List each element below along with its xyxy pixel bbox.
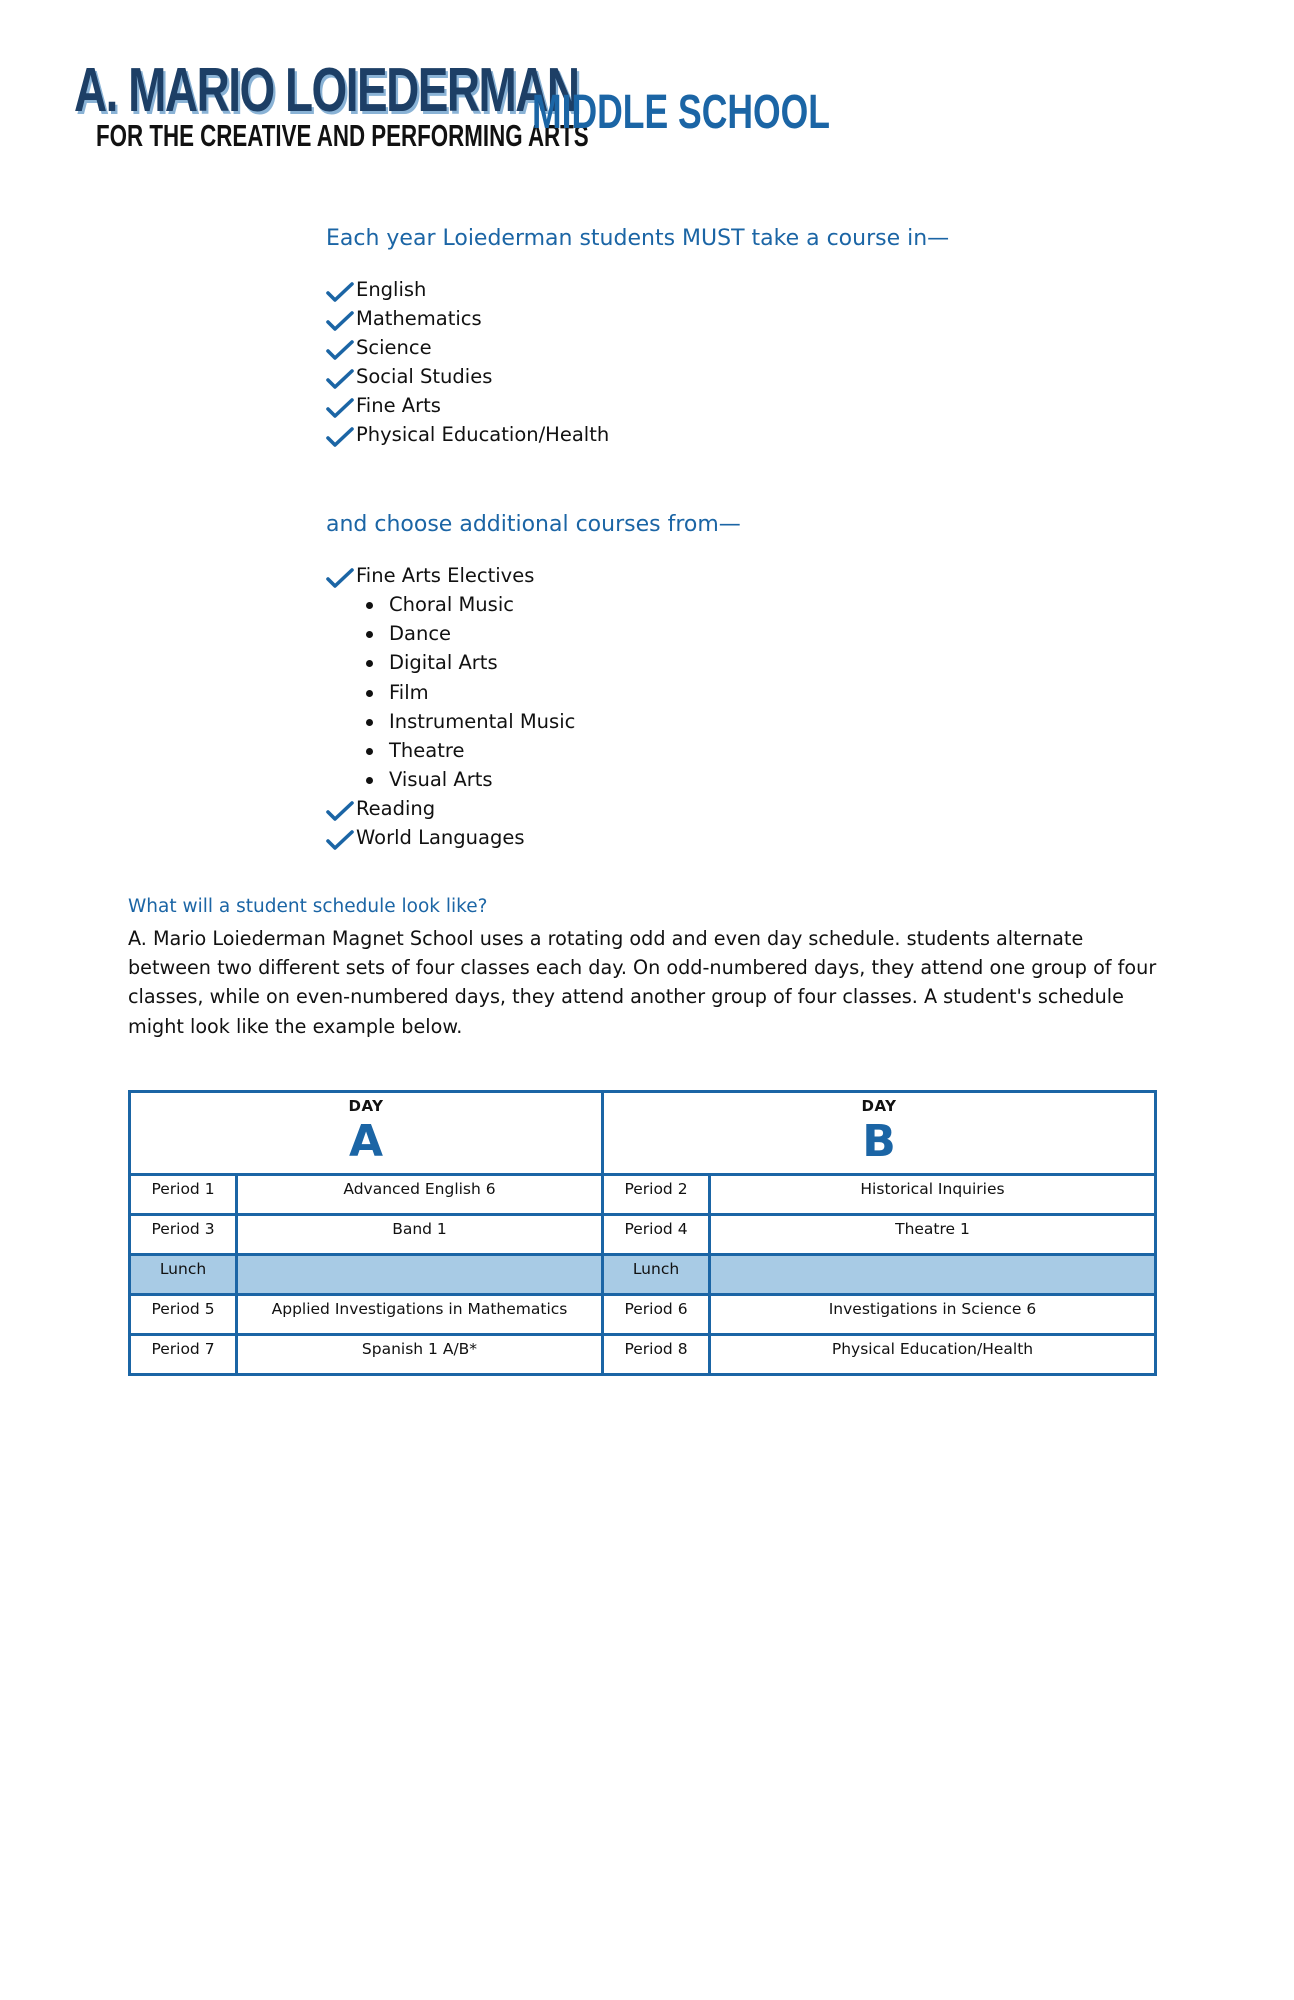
list-item-label: Instrumental Music	[389, 709, 576, 733]
check-icon	[326, 829, 354, 851]
school-name: A. MARIO LOIEDERMAN	[74, 56, 579, 125]
bullet-icon	[366, 631, 373, 638]
schedule-cell-a-period: Period 5	[130, 1295, 237, 1335]
day-a-letter: A	[348, 1116, 384, 1167]
list-item	[326, 391, 1126, 420]
schedule-cell-a-course: Advanced English 6	[237, 1175, 603, 1215]
fine-arts-electives-label: Fine Arts Electives	[356, 564, 535, 587]
schedule-cell-b-period: Period 8	[603, 1335, 710, 1375]
check-icon	[326, 339, 354, 361]
bullet-icon	[366, 660, 373, 667]
bullet-icon	[366, 602, 373, 609]
schedule-cell-b-course: Investigations in Science 6	[710, 1295, 1156, 1335]
table-row	[130, 1335, 1156, 1375]
list-item	[389, 678, 1126, 707]
list-item-label: World Languages	[356, 826, 525, 850]
additional-courses-heading: and choose additional courses from—	[326, 512, 741, 537]
schedule-question: What will a student schedule look like?	[128, 896, 488, 917]
list-item	[389, 765, 1126, 794]
list-item	[326, 304, 1126, 333]
required-courses-section	[326, 226, 1126, 449]
bullet-icon	[366, 690, 373, 697]
schedule-cell-b-course	[710, 1255, 1156, 1295]
table-row	[130, 1175, 1156, 1215]
schedule-cell-a-period: Period 7	[130, 1335, 237, 1375]
list-item-label: Fine Arts	[356, 394, 441, 417]
list-item-label: Film	[389, 680, 429, 704]
check-icon	[326, 800, 354, 822]
required-courses-heading: Each year Loiederman students MUST take a course in—	[326, 226, 950, 251]
list-item	[389, 648, 1126, 677]
list-item-label: Mathematics	[356, 307, 482, 330]
list-item-label: Digital Arts	[389, 651, 498, 675]
school-header	[74, 58, 1074, 158]
list-item-label: Dance	[389, 622, 452, 646]
list-item	[389, 707, 1126, 736]
schedule-cell-a-course: Spanish 1 A/B*	[237, 1335, 603, 1375]
list-item-label: Science	[356, 336, 432, 359]
other-courses-list	[326, 794, 1126, 852]
schedule-cell-a-period: Lunch	[130, 1255, 237, 1295]
schedule-cell-b-course: Physical Education/Health	[710, 1335, 1156, 1375]
schedule-cell-b-course: Historical Inquiries	[710, 1175, 1156, 1215]
list-item-fine-arts-electives	[326, 561, 1126, 794]
schedule-cell-a-period: Period 1	[130, 1175, 237, 1215]
additional-courses-section	[326, 512, 1126, 852]
schedule-table	[128, 1090, 1157, 1376]
list-item	[389, 590, 1126, 619]
schedule-cell-b-course: Theatre 1	[710, 1215, 1156, 1255]
school-type: MIDDLE SCHOOL	[532, 86, 830, 139]
list-item-label: Social Studies	[356, 365, 493, 388]
bullet-icon	[366, 719, 373, 726]
schedule-cell-b-period: Period 2	[603, 1175, 710, 1215]
day-b-letter: B	[862, 1116, 896, 1167]
schedule-description: A. Mario Loiederman Magnet School uses a rotating odd and even day schedule. students alternate between two different sets of four classes each day. On odd-numbered days, they attend one group of four classes, while on even-numbered days, they attend another group of four classes. A student's schedule might look like the example below.	[128, 927, 1157, 1038]
schedule-cell-b-period: Period 6	[603, 1295, 710, 1335]
list-item-label: English	[356, 278, 427, 301]
list-item-label: Choral Music	[389, 593, 514, 616]
additional-courses-list	[326, 561, 1126, 794]
day-a-header	[130, 1092, 603, 1175]
schedule-cell-a-course: Band 1	[237, 1215, 603, 1255]
schedule-cell-a-course: Applied Investigations in Mathematics	[237, 1295, 603, 1335]
check-icon	[326, 426, 354, 448]
table-row	[130, 1295, 1156, 1335]
table-row	[130, 1215, 1156, 1255]
list-item	[326, 333, 1126, 362]
list-item-label: Reading	[356, 797, 436, 821]
day-b-header	[603, 1092, 1156, 1175]
school-subtitle: FOR THE CREATIVE AND PERFORMING ARTS	[96, 118, 589, 153]
list-item	[326, 275, 1126, 304]
check-icon	[326, 310, 354, 332]
table-row	[130, 1255, 1156, 1295]
list-item	[326, 794, 1126, 823]
list-item	[326, 420, 1126, 449]
day-header-row	[130, 1092, 1156, 1175]
day-b-label: DAY	[861, 1097, 897, 1115]
check-icon	[326, 368, 354, 390]
list-item-label: Physical Education/Health	[356, 423, 610, 446]
fine-arts-electives-list	[356, 590, 1126, 794]
list-item	[389, 736, 1126, 765]
bullet-icon	[366, 748, 373, 755]
schedule-cell-a-course	[237, 1255, 603, 1295]
required-courses-list	[326, 275, 1126, 449]
list-item	[326, 362, 1126, 391]
bullet-icon	[366, 777, 373, 784]
check-icon	[326, 397, 354, 419]
list-item-label: Theatre	[389, 739, 465, 763]
list-item	[389, 619, 1126, 648]
check-icon	[326, 281, 354, 303]
schedule-cell-a-period: Period 3	[130, 1215, 237, 1255]
list-item	[326, 823, 1126, 852]
schedule-cell-b-period: Lunch	[603, 1255, 710, 1295]
list-item-label: Visual Arts	[389, 768, 493, 792]
day-a-label: DAY	[348, 1097, 384, 1115]
check-icon	[326, 567, 354, 589]
schedule-cell-b-period: Period 4	[603, 1215, 710, 1255]
